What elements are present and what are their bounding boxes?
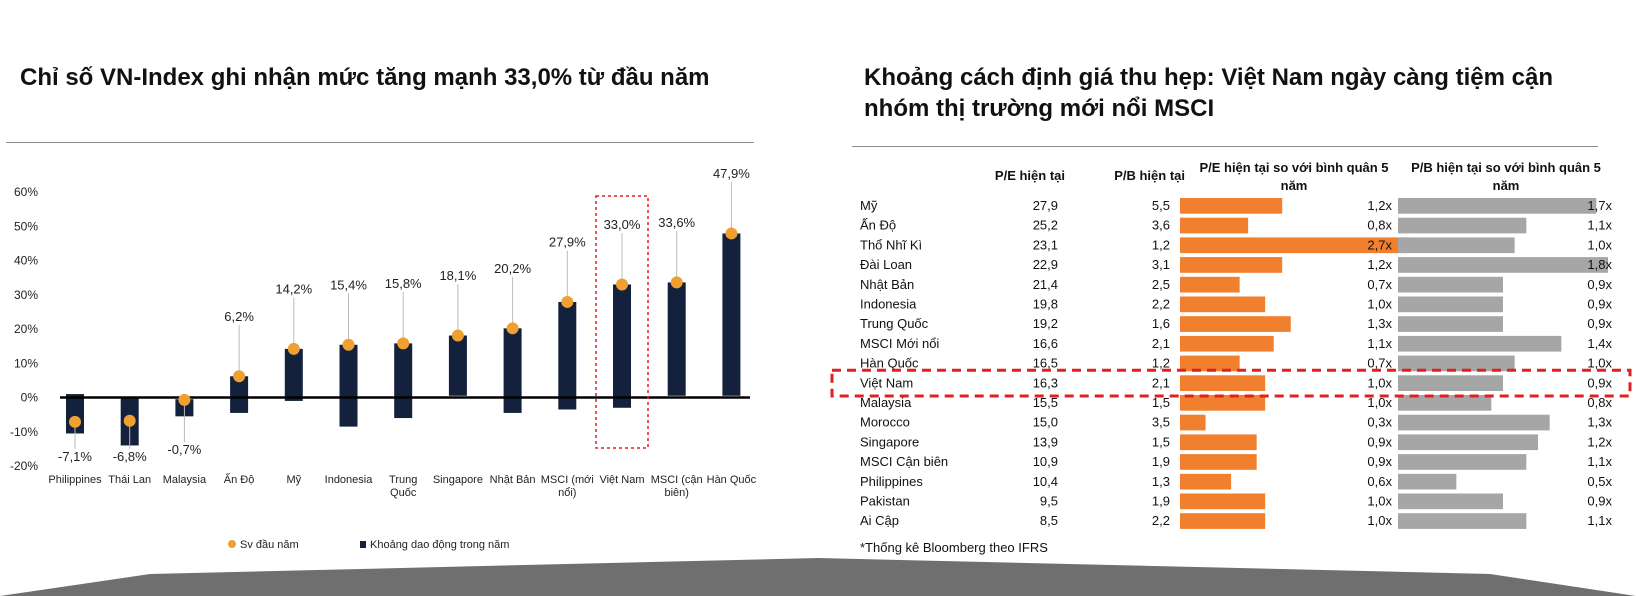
left-chart-title: Chỉ số VN-Index ghi nhận mức tăng mạnh 33,0% từ đầu năm [20, 64, 710, 91]
row-pb-4: 2,5 [1151, 276, 1170, 292]
pe-rel-label-0: 1,2x [1367, 198, 1392, 213]
row-pb-7: 2,1 [1151, 335, 1170, 351]
pb-rel-label-12: 1,2x [1587, 434, 1612, 450]
data-label-7: 18,1% [439, 268, 477, 284]
pe-rel-bar-0 [1180, 198, 1282, 214]
row-pe-14: 10,4 [1032, 473, 1058, 489]
x-category-label-7: Singapore [432, 474, 483, 486]
row-name-16: Ai Cập [860, 513, 900, 529]
pb-rel-label-8: 1,0x [1587, 355, 1612, 371]
pe-rel-bar-1 [1180, 218, 1248, 234]
pe-rel-bar-13 [1180, 454, 1257, 470]
pe-rel-bar-6 [1180, 316, 1291, 332]
row-name-11: Morocco [860, 414, 910, 430]
pe-rel-bar-11 [1180, 415, 1206, 431]
pe-rel-label-16: 1,0x [1367, 513, 1392, 529]
y-tick-label: 10% [13, 356, 38, 371]
row-pb-2: 1,2 [1151, 237, 1170, 253]
row-name-3: Đài Loan [860, 257, 913, 273]
x-category-label-9: nổi) [558, 487, 577, 499]
data-label-1: -6,8% [112, 448, 147, 464]
row-name-8: Hàn Quốc [860, 355, 919, 371]
col-header-pb-rel: P/B hiện tại so với bình quân 5 [1411, 160, 1601, 175]
row-pe-10: 15,5 [1032, 395, 1058, 410]
pb-rel-label-16: 1,1x [1587, 513, 1612, 529]
row-pb-10: 1,5 [1151, 395, 1170, 410]
pe-rel-label-2: 2,7x [1367, 237, 1392, 253]
pe-rel-bar-9 [1180, 375, 1265, 391]
row-pb-12: 1,5 [1151, 434, 1170, 450]
x-category-label-10: Việt Nam [599, 474, 645, 486]
row-name-15: Pakistan [860, 493, 910, 509]
col-header-pe-rel: năm [1280, 178, 1308, 193]
pe-rel-label-3: 1,2x [1367, 257, 1392, 273]
pe-rel-label-9: 1,0x [1367, 375, 1392, 391]
pe-rel-label-15: 1,0x [1367, 493, 1392, 509]
y-tick-label: 40% [13, 253, 38, 268]
source-note: *Thống kê Bloomberg theo IFRS [860, 540, 1048, 555]
pe-rel-label-1: 0,8x [1367, 217, 1392, 233]
pb-rel-bar-11 [1398, 415, 1550, 431]
pb-rel-label-15: 0,9x [1587, 493, 1612, 509]
pe-rel-label-13: 0,9x [1367, 454, 1392, 470]
pe-rel-bar-16 [1180, 513, 1265, 529]
row-pb-8: 1,2 [1151, 355, 1170, 371]
row-pe-12: 13,9 [1032, 434, 1058, 450]
row-pe-9: 16,3 [1032, 375, 1058, 391]
x-category-label-6: Quốc [390, 487, 417, 499]
y-tick-label: -10% [9, 424, 38, 439]
pb-rel-label-4: 0,9x [1587, 276, 1612, 292]
pe-rel-label-12: 0,9x [1367, 434, 1392, 450]
x-category-label-5: Indonesia [324, 474, 373, 486]
pb-rel-bar-1 [1398, 218, 1526, 234]
pe-rel-bar-14 [1180, 474, 1231, 490]
x-category-label-6: Trung [389, 474, 418, 486]
data-label-5: 15,4% [330, 277, 367, 293]
pe-rel-bar-12 [1180, 434, 1257, 450]
data-label-4: 14,2% [275, 281, 313, 297]
row-pb-9: 2,1 [1151, 375, 1170, 391]
x-category-label-9: MSCI (mới [540, 474, 594, 486]
pb-rel-label-3: 1,8x [1587, 257, 1612, 273]
row-pb-16: 2,2 [1151, 513, 1170, 529]
pb-rel-bar-0 [1398, 198, 1596, 214]
pb-rel-label-5: 0,9x [1587, 296, 1612, 312]
pb-rel-bar-12 [1398, 434, 1538, 450]
pb-rel-label-1: 1,1x [1587, 217, 1612, 233]
pb-rel-bar-5 [1398, 297, 1503, 313]
pe-rel-label-11: 0,3x [1367, 414, 1392, 430]
pb-rel-label-14: 0,5x [1587, 473, 1612, 489]
col-header-pe-rel: P/E hiện tại so với bình quân 5 [1199, 160, 1389, 175]
row-pb-3: 3,1 [1151, 257, 1170, 273]
row-pb-14: 1,3 [1151, 473, 1170, 489]
pb-rel-bar-13 [1398, 454, 1526, 470]
pb-rel-label-6: 0,9x [1587, 316, 1612, 332]
row-name-10: Malaysia [860, 395, 912, 410]
x-category-label-4: Mỹ [286, 474, 302, 486]
row-pb-5: 2,2 [1151, 296, 1170, 312]
y-tick-label: 30% [13, 287, 38, 302]
pb-rel-label-11: 1,3x [1587, 414, 1612, 430]
data-label-11: 33,6% [658, 215, 696, 231]
pe-rel-label-4: 0,7x [1367, 276, 1392, 292]
x-category-label-11: biên) [664, 487, 689, 499]
col-header-pb-rel: năm [1492, 178, 1520, 193]
row-pe-11: 15,0 [1032, 414, 1058, 430]
row-name-7: MSCI Mới nổi [860, 335, 940, 351]
row-name-6: Trung Quốc [860, 316, 929, 332]
right-chart-title: Khoảng cách định giá thu hẹp: Việt Nam ngày càng tiệm cận nhóm thị trường mới nổi MSCI [864, 64, 1554, 122]
row-pb-11: 3,5 [1151, 414, 1170, 430]
row-pe-8: 16,5 [1032, 355, 1058, 371]
pb-rel-label-13: 1,1x [1587, 454, 1612, 470]
data-label-9: 27,9% [548, 234, 586, 250]
pe-rel-bar-3 [1180, 257, 1282, 273]
data-label-0: -7,1% [58, 448, 92, 464]
x-category-label-11: MSCI (cận [650, 474, 703, 486]
row-name-12: Singapore [860, 434, 920, 450]
row-pb-0: 5,5 [1151, 198, 1170, 213]
y-tick-label: 20% [13, 322, 38, 336]
row-pe-16: 8,5 [1039, 513, 1058, 529]
pb-rel-label-10: 0,8x [1587, 395, 1612, 410]
pb-rel-bar-15 [1398, 494, 1503, 510]
pb-rel-label-9: 0,9x [1587, 375, 1612, 391]
row-pe-6: 19,2 [1032, 316, 1058, 332]
pe-rel-label-8: 0,7x [1367, 355, 1392, 371]
data-label-6: 15,8% [384, 276, 422, 292]
data-label-3: 6,2% [224, 308, 254, 324]
row-name-4: Nhật Bản [860, 276, 915, 292]
pe-rel-label-6: 1,3x [1367, 316, 1392, 332]
pe-rel-bar-7 [1180, 336, 1274, 352]
row-pe-2: 23,1 [1032, 237, 1058, 253]
pb-rel-bar-16 [1398, 513, 1526, 529]
row-pe-7: 16,6 [1032, 335, 1058, 351]
x-category-label-8: Nhật Bản [489, 474, 536, 486]
pb-rel-label-2: 1,0x [1587, 237, 1612, 253]
x-category-label-3: Ấn Độ [223, 474, 255, 486]
row-name-5: Indonesia [860, 296, 917, 312]
data-label-10: 33,0% [603, 217, 641, 233]
row-pb-15: 1,9 [1151, 493, 1170, 509]
pe-rel-label-7: 1,1x [1367, 335, 1392, 351]
y-tick-label: -20% [9, 459, 38, 473]
pb-rel-bar-7 [1398, 336, 1561, 352]
pb-rel-bar-2 [1398, 237, 1515, 253]
y-tick-label: 0% [20, 390, 38, 405]
pb-rel-bar-3 [1398, 257, 1608, 273]
row-pb-6: 1,6 [1151, 316, 1170, 332]
row-pe-13: 10,9 [1032, 454, 1058, 470]
row-name-9: Việt Nam [860, 375, 914, 391]
pe-rel-bar-4 [1180, 277, 1240, 293]
row-name-14: Philippines [860, 473, 923, 489]
row-pe-15: 9,5 [1039, 493, 1058, 509]
pb-rel-label-7: 1,4x [1587, 335, 1612, 351]
row-pe-5: 19,8 [1032, 296, 1058, 312]
legend-range: Khoảng dao động trong năm [370, 539, 510, 551]
x-category-label-1: Thái Lan [108, 474, 152, 486]
x-category-label-0: Philippines [48, 474, 102, 486]
pb-rel-bar-6 [1398, 316, 1503, 332]
row-pe-0: 27,9 [1032, 198, 1058, 213]
legend-start-value: Sv đầu năm [240, 539, 299, 551]
row-pe-1: 25,2 [1032, 217, 1058, 233]
data-label-8: 20,2% [494, 260, 532, 276]
pb-rel-bar-14 [1398, 474, 1456, 490]
pe-rel-label-14: 0,6x [1367, 473, 1392, 489]
row-name-13: MSCI Cận biên [860, 454, 949, 470]
pb-rel-bar-4 [1398, 277, 1503, 293]
pb-rel-bar-9 [1398, 375, 1503, 391]
pe-rel-label-5: 1,0x [1367, 296, 1392, 312]
data-label-2: -0,7% [167, 442, 202, 458]
row-pb-13: 1,9 [1151, 454, 1170, 470]
row-pe-4: 21,4 [1032, 276, 1058, 292]
row-name-0: Mỹ [860, 198, 878, 213]
row-pe-3: 22,9 [1032, 257, 1058, 273]
y-tick-label: 50% [13, 219, 38, 234]
y-tick-label: 60% [13, 185, 38, 199]
row-name-2: Thổ Nhĩ Kì [860, 237, 923, 253]
row-name-1: Ấn Độ [860, 217, 897, 233]
x-category-label-12: Hàn Quốc [706, 474, 757, 486]
col-header-pb: P/B hiện tại [1114, 168, 1185, 183]
col-header-pe: P/E hiện tại [994, 168, 1065, 183]
data-label-12: 47,9% [712, 166, 750, 182]
pb-rel-label-0: 1,7x [1587, 198, 1612, 213]
row-pb-1: 3,6 [1151, 217, 1170, 233]
pe-rel-label-10: 1,0x [1367, 395, 1392, 410]
pe-rel-bar-5 [1180, 297, 1265, 313]
pe-rel-bar-15 [1180, 494, 1265, 510]
x-category-label-2: Malaysia [162, 474, 207, 486]
